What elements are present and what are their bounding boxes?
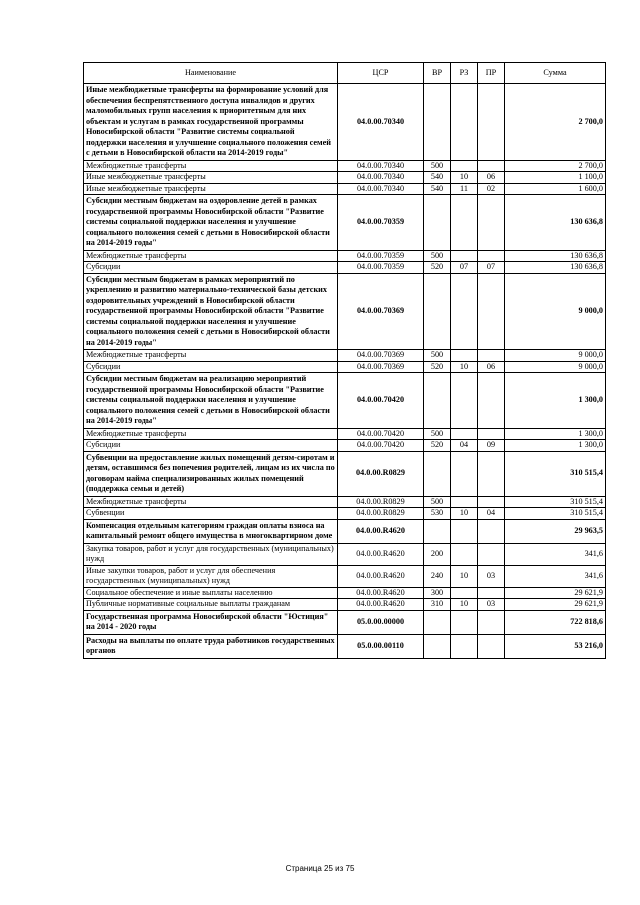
cell-name: Межбюджетные трансферты [84,250,338,262]
cell-rz [451,634,478,658]
cell-vr [424,373,451,429]
cell-csr: 04.0.00.70340 [338,84,424,161]
cell-csr: 04.0.00.70340 [338,160,424,172]
cell-sum: 9 000,0 [505,361,606,373]
cell-name: Субсидии местным бюджетам в рамках мероприятий по укреплению и развитию материально-технической базы детских оздоровительных учреждений в Новосибирской области государственной программы Новосибирской области "Развитие системы социальной поддержки населения и улучшение социального положения семей с детьми в Новосибирской области на 2014-2019 годы" [84,273,338,350]
cell-rz: 10 [451,599,478,611]
cell-rz [451,496,478,508]
cell-rz [451,428,478,440]
cell-csr: 04.0.00.70420 [338,428,424,440]
cell-name: Иные межбюджетные трансферты на формирование условий для обеспечения беспрепятственного доступа инвалидов и других маломобильных групп населения к приоритетным для них объектам и услугам в рамках государственной программы Новосибирской области "Развитие системы социальной поддержки населения и улучшение социального положения семей с детьми в Новосибирской области на 2014-2019 годы" [84,84,338,161]
cell-pr [478,273,505,350]
cell-vr: 500 [424,250,451,262]
cell-name: Субсидии местным бюджетам на оздоровление детей в рамках государственной программы Новосибирской области "Развитие системы социальной поддержки населения и улучшение социального положения семей с детьми в Новосибирской области на 2014-2019 годы" [84,195,338,251]
cell-sum: 29 963,5 [505,519,606,543]
table-row [84,543,606,565]
cell-vr [424,84,451,161]
table-row [84,361,606,373]
cell-pr [478,84,505,161]
cell-name: Межбюджетные трансферты [84,496,338,508]
cell-name: Публичные нормативные социальные выплаты гражданам [84,599,338,611]
cell-rz [451,84,478,161]
cell-vr [424,451,451,496]
cell-vr [424,195,451,251]
cell-csr: 04.0.00.R4620 [338,519,424,543]
table-row [84,496,606,508]
cell-sum: 310 515,4 [505,451,606,496]
table-row [84,84,606,161]
table-row [84,160,606,172]
cell-vr: 530 [424,508,451,520]
cell-pr [478,496,505,508]
cell-pr [478,519,505,543]
cell-rz: 11 [451,183,478,195]
cell-sum: 310 515,4 [505,508,606,520]
cell-sum: 2 700,0 [505,84,606,161]
cell-sum: 9 000,0 [505,273,606,350]
header-pr: ПР [478,63,505,84]
cell-name: Субсидии [84,440,338,452]
table-row [84,195,606,251]
cell-csr: 04.0.00.70340 [338,172,424,184]
cell-pr: 03 [478,565,505,587]
cell-sum: 341,6 [505,543,606,565]
cell-sum: 722 818,6 [505,610,606,634]
cell-pr [478,543,505,565]
cell-csr: 04.0.00.70420 [338,373,424,429]
cell-rz [451,451,478,496]
cell-rz: 04 [451,440,478,452]
cell-pr [478,428,505,440]
table-row [84,350,606,362]
cell-sum: 53 216,0 [505,634,606,658]
cell-sum: 130 636,8 [505,195,606,251]
header-sum: Сумма [505,63,606,84]
header-rz: РЗ [451,63,478,84]
cell-vr: 310 [424,599,451,611]
cell-csr: 04.0.00.R0829 [338,451,424,496]
cell-csr: 04.0.00.70420 [338,440,424,452]
cell-pr [478,373,505,429]
cell-csr: 04.0.00.R4620 [338,587,424,599]
cell-rz [451,195,478,251]
cell-pr [478,195,505,251]
cell-vr [424,610,451,634]
cell-pr [478,587,505,599]
cell-rz: 10 [451,361,478,373]
cell-sum: 1 600,0 [505,183,606,195]
table-row [84,565,606,587]
header-name: Наименование [84,63,338,84]
cell-name: Межбюджетные трансферты [84,428,338,440]
cell-name: Субсидии [84,262,338,274]
table-row [84,610,606,634]
table-row [84,519,606,543]
cell-rz [451,519,478,543]
table-row [84,440,606,452]
cell-pr [478,250,505,262]
header-csr: ЦСР [338,63,424,84]
cell-sum: 130 636,8 [505,262,606,274]
cell-sum: 9 000,0 [505,350,606,362]
cell-vr: 500 [424,496,451,508]
cell-pr: 09 [478,440,505,452]
page-number: Страница 25 из 75 [285,864,355,873]
header-vr: ВР [424,63,451,84]
cell-rz [451,250,478,262]
table-row [84,508,606,520]
cell-sum: 2 700,0 [505,160,606,172]
cell-csr: 04.0.00.R4620 [338,599,424,611]
cell-csr: 04.0.00.70369 [338,350,424,362]
budget-table [83,62,606,659]
cell-rz [451,543,478,565]
cell-rz [451,610,478,634]
cell-rz: 10 [451,508,478,520]
cell-pr [478,160,505,172]
table-row [84,599,606,611]
cell-name: Компенсация отдельным категориям граждан оплаты взноса на капитальный ремонт общего имущества в многоквартирном доме [84,519,338,543]
cell-vr: 520 [424,262,451,274]
cell-vr: 240 [424,565,451,587]
cell-pr: 06 [478,172,505,184]
cell-vr: 500 [424,160,451,172]
table-row [84,373,606,429]
cell-sum: 130 636,8 [505,250,606,262]
cell-vr: 500 [424,350,451,362]
cell-sum: 310 515,4 [505,496,606,508]
table-row [84,634,606,658]
cell-vr [424,273,451,350]
cell-name: Субвенции на предоставление жилых помещений детям-сиротам и детям, оставшимся без попечения родителей, лицам из их числа по договорам найма специализированных жилых помещений (поддержка семьи и детей) [84,451,338,496]
cell-vr: 540 [424,172,451,184]
cell-pr: 03 [478,599,505,611]
cell-pr [478,350,505,362]
cell-csr: 04.0.00.R4620 [338,565,424,587]
cell-rz [451,160,478,172]
cell-vr: 200 [424,543,451,565]
cell-name: Иные закупки товаров, работ и услуг для обеспечения государственных (муниципальных) нужд [84,565,338,587]
cell-sum: 29 621,9 [505,599,606,611]
cell-pr: 02 [478,183,505,195]
table-row [84,183,606,195]
cell-csr: 04.0.00.70359 [338,262,424,274]
cell-name: Межбюджетные трансферты [84,160,338,172]
cell-csr: 04.0.00.R0829 [338,508,424,520]
cell-csr: 04.0.00.R4620 [338,543,424,565]
cell-name: Субсидии [84,361,338,373]
cell-vr: 300 [424,587,451,599]
cell-pr [478,634,505,658]
cell-rz: 10 [451,565,478,587]
cell-pr: 04 [478,508,505,520]
cell-sum: 1 300,0 [505,440,606,452]
table-row [84,428,606,440]
cell-csr: 04.0.00.R0829 [338,496,424,508]
cell-vr: 540 [424,183,451,195]
cell-csr: 05.0.00.00000 [338,610,424,634]
header-row [84,63,606,84]
cell-name: Межбюджетные трансферты [84,350,338,362]
cell-name: Закупка товаров, работ и услуг для государственных (муниципальных) нужд [84,543,338,565]
cell-csr: 05.0.00.00110 [338,634,424,658]
cell-rz [451,373,478,429]
cell-vr: 500 [424,428,451,440]
cell-sum: 29 621,9 [505,587,606,599]
cell-vr [424,519,451,543]
cell-rz [451,350,478,362]
cell-sum: 341,6 [505,565,606,587]
table-row [84,273,606,350]
cell-pr [478,451,505,496]
table-row [84,451,606,496]
cell-csr: 04.0.00.70359 [338,195,424,251]
cell-name: Иные межбюджетные трансферты [84,183,338,195]
cell-pr: 07 [478,262,505,274]
cell-vr [424,634,451,658]
cell-pr: 06 [478,361,505,373]
cell-name: Социальное обеспечение и иные выплаты населению [84,587,338,599]
cell-rz: 10 [451,172,478,184]
cell-csr: 04.0.00.70369 [338,361,424,373]
cell-sum: 1 300,0 [505,373,606,429]
cell-pr [478,610,505,634]
cell-csr: 04.0.00.70369 [338,273,424,350]
cell-sum: 1 100,0 [505,172,606,184]
cell-vr: 520 [424,440,451,452]
table-row [84,250,606,262]
cell-sum: 1 300,0 [505,428,606,440]
table-row [84,172,606,184]
cell-name: Государственная программа Новосибирской области "Юстиция" на 2014 - 2020 годы [84,610,338,634]
cell-rz [451,587,478,599]
table-row [84,262,606,274]
cell-rz [451,273,478,350]
cell-csr: 04.0.00.70340 [338,183,424,195]
cell-name: Субвенции [84,508,338,520]
cell-name: Расходы на выплаты по оплате труда работников государственных органов [84,634,338,658]
cell-rz: 07 [451,262,478,274]
cell-csr: 04.0.00.70359 [338,250,424,262]
cell-vr: 520 [424,361,451,373]
table-row [84,587,606,599]
cell-name: Иные межбюджетные трансферты [84,172,338,184]
cell-name: Субсидии местным бюджетам на реализацию мероприятий государственной программы Новосибирской области "Развитие системы социальной поддержки населения и улучшение социального положения семей с детьми в Новосибирской области на 2014-2019 годы" [84,373,338,429]
